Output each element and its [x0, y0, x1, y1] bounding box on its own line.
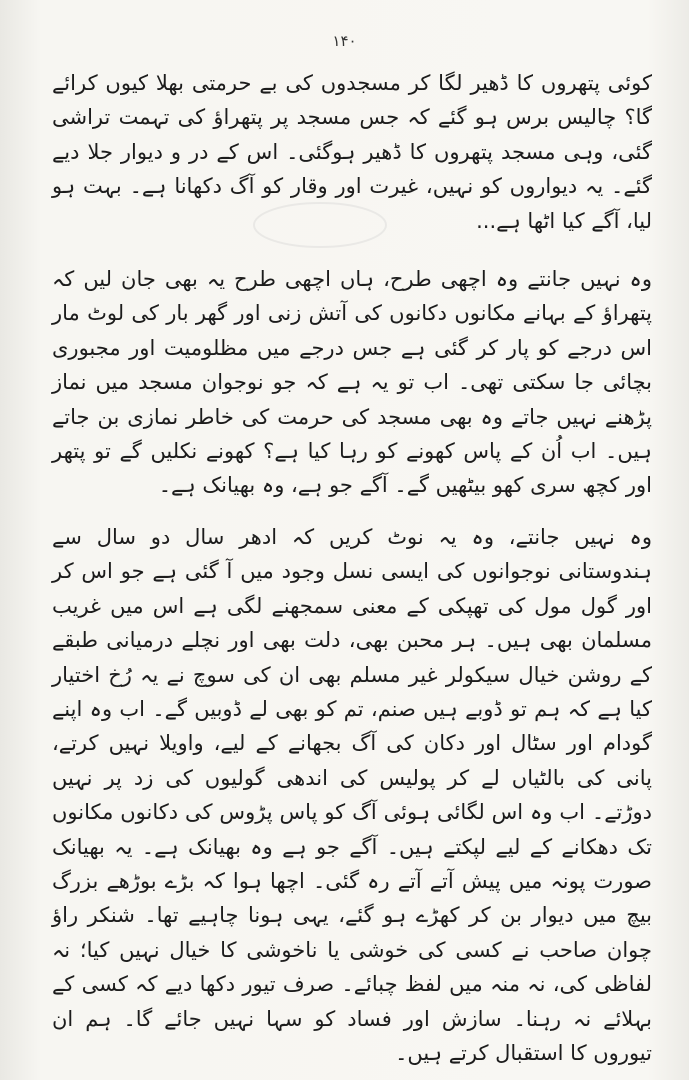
paragraph-3: [52, 520, 652, 1071]
paragraph-1-text: کوئی پتھروں کا ڈھیر لگا کر مسجدوں کی بے حرمتی بھلا کیوں کرائے گا؟ چالیس برس ہو گئے کہ جس مسجد پر پتھراؤ کی تہمت تراشی گئی، وہی مسجد پتھروں کا ڈھیر ہوگئی۔ اس کے در و دیوار جلا دیے گئے۔ یہ دیواروں کو نہیں، غیرت اور وقار کو آگ دکھانا ہے۔ بہت ہو لیا، آگے کیا اٹھا ہے...: [52, 71, 652, 233]
paragraph-2-text: وہ نہیں جانتے وہ اچھی طرح، ہاں اچھی طرح یہ بھی جان لیں کہ پتھراؤ کے بہانے مکانوں دکانوں کی آتش زنی اور گھر بار کی لوٹ مار اس درجے کو پار کر گئی ہے جس درجے میں مظلومیت اور مجبوری بچائی جا سکتی تھی۔ اب تو یہ ہے کہ جو نوجوان مسجد میں نماز پڑھنے نہیں جاتے وہ بھی مسجد کی حرمت کی خاطر نمازی بن جاتے ہیں۔ اب اُن کے پاس کھونے کو رہا کیا ہے؟ کھونے نکلیں گے تو پتھر اور کچھ سری کھو بیٹھیں گے۔ آگے جو ہے، وہ بھیانک ہے۔: [52, 267, 652, 498]
page-number: ۱۴۰: [332, 32, 357, 50]
paragraph-3-text: وہ نہیں جانتے، وہ یہ نوٹ کریں کہ ادھر سال دو سال سے ہندوستانی نوجوانوں کی ایسی نسل وجود میں آ گئی ہے جو اس کر اور گول مول کی تھپکی کے معنی سمجھنے لگی ہے اس میں غریب مسلمان بھی ہیں۔ ہر محبن بھی، دلت بھی اور نچلے درمیانی طبقے کے روشن خیال سیکولر غیر مسلم بھی ان کی سوچ نے یہ رُخ اختیار کیا ہے کہ ہم تو ڈوبے ہیں صنم، تم کو بھی لے ڈوبیں گے۔ اب وہ اپنے گودام اور سٹال اور دکان کی آگ بجھانے کے لیے، واویلا نہیں کرتے، پانی کی بالٹیاں لے کر پولیس کی اندھی گولیوں کی زد پر نہیں دوڑتے۔ اب وہ اس لگائی ہوئی آگ کو پاس پڑوس کی دکانوں مکانوں تک دھکانے کے لیے لپکتے ہیں۔ آگے جو ہے وہ بھیانک ہے۔ یہ بھیانک صورت پونہ میں پیش آتے آتے رہ گئی۔ اچھا ہوا کہ بڑے بوڑھے بزرگ بیچ میں دیوار بن کر کھڑے ہو گئے، یہی ہونا چاہیے تھا۔ شنکر راؤ چوان صاحب نے کسی کی خوشی یا ناخوشی کا خیال نہیں کیا؛ نہ لفاظی کی، نہ منہ میں لفظ چبائے۔ صرف تیور دکھا دیے کہ کسی کے بہلائے نہ رہنا۔ سازش اور فساد کو سہا نہیں جائے گا۔ ہم ان تیوروں کا استقبال کرتے ہیں۔: [52, 525, 652, 1066]
paragraph-1: [52, 66, 652, 238]
paragraph-2: [52, 262, 652, 503]
